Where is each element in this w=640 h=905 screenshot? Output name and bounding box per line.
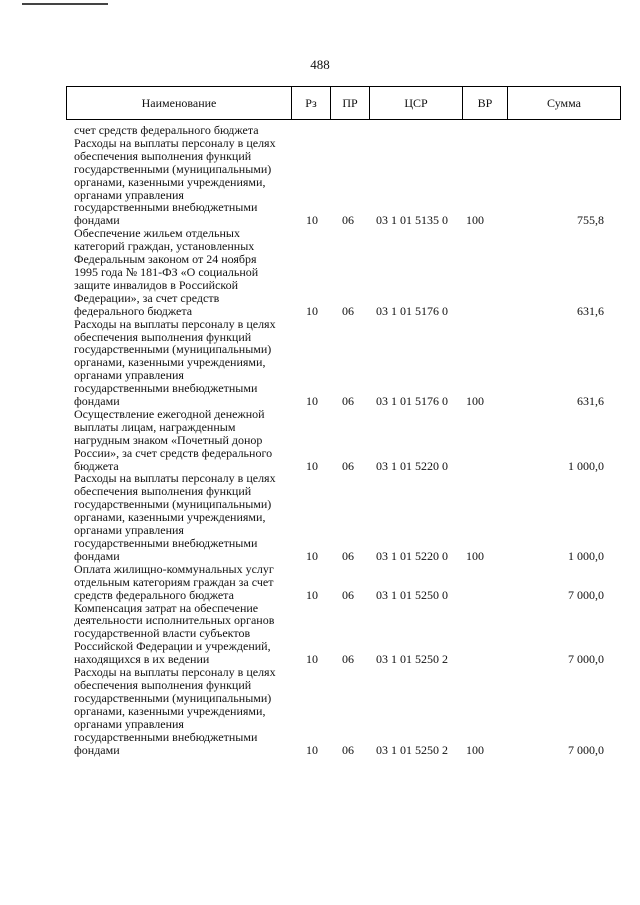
row-pr: 06 xyxy=(342,652,354,667)
row-rz: 10 xyxy=(306,587,318,602)
row-pr: 06 xyxy=(342,742,354,757)
row-name: счет средств федерального бюджета xyxy=(74,123,259,137)
table-row xyxy=(74,472,604,562)
row-pr: 06 xyxy=(342,394,354,409)
row-csr: 03 1 01 5250 2 xyxy=(376,742,448,757)
table-row xyxy=(74,137,604,227)
header-csr: ЦСР xyxy=(369,87,462,119)
top-rule xyxy=(22,3,108,5)
table-row xyxy=(74,318,604,408)
row-name: Расходы на выплаты персоналу в целях обеспечения выполнения функций государственными (муниципальными) органами, казенными учреждениями, органами управления государственными внебюджетными фондами xyxy=(74,135,276,228)
row-values xyxy=(74,743,604,756)
row-sum: 631,6 xyxy=(577,394,604,409)
row-csr: 03 1 01 5220 0 xyxy=(376,548,448,563)
row-values xyxy=(74,124,604,137)
row-pr: 06 xyxy=(342,458,354,473)
row-sum: 7 000,0 xyxy=(568,742,604,757)
row-sum: 7 000,0 xyxy=(568,587,604,602)
row-rz: 10 xyxy=(306,458,318,473)
table-header xyxy=(66,86,621,120)
row-csr: 03 1 01 5250 2 xyxy=(376,652,448,667)
row-name: Расходы на выплаты персоналу в целях обеспечения выполнения функций государственными (муниципальными) органами, казенными учреждениями, органами управления государственными внебюджетными фондами xyxy=(74,316,276,409)
row-values xyxy=(74,550,604,563)
row-name: Осуществление ежегодной денежной выплаты лицам, награжденным нагрудным знаком «Почетный донор России», за счет средств федерального бюджета xyxy=(74,406,273,473)
row-name: Оплата жилищно-коммунальных услуг отдельным категориям граждан за счет средств федерального бюджета xyxy=(74,561,274,602)
row-csr: 03 1 01 5135 0 xyxy=(376,213,448,228)
row-csr: 03 1 01 5220 0 xyxy=(376,458,448,473)
row-pr: 06 xyxy=(342,303,354,318)
row-sum: 755,8 xyxy=(577,213,604,228)
row-vr: 100 xyxy=(466,213,484,228)
row-sum: 631,6 xyxy=(577,303,604,318)
table-row xyxy=(74,227,604,317)
table-body xyxy=(74,124,604,756)
table-row xyxy=(74,563,604,602)
row-name: Расходы на выплаты персоналу в целях обеспечения выполнения функций государственными (муниципальными) органами, казенными учреждениями, органами управления государственными внебюджетными фондами xyxy=(74,665,276,757)
header-rz: Рз xyxy=(291,87,330,119)
row-values xyxy=(74,305,604,318)
header-vr: ВР xyxy=(462,87,507,119)
row-pr: 06 xyxy=(342,587,354,602)
row-values xyxy=(74,589,604,602)
header-name: Наименование xyxy=(141,95,217,110)
row-sum: 1 000,0 xyxy=(568,458,604,473)
row-values xyxy=(74,395,604,408)
row-rz: 10 xyxy=(306,548,318,563)
row-name: Расходы на выплаты персоналу в целях обеспечения выполнения функций государственными (муниципальными) органами, казенными учреждениями, органами управления государственными внебюджетными фондами xyxy=(74,471,276,563)
row-name: Компенсация затрат на обеспечение деятельности исполнительных органов государственной власти субъектов Российской Федерации и учреждений, находящихся в их ведении xyxy=(74,600,275,667)
row-csr: 03 1 01 5250 0 xyxy=(376,587,448,602)
row-rz: 10 xyxy=(306,742,318,757)
row-sum: 7 000,0 xyxy=(568,652,604,667)
row-vr: 100 xyxy=(466,742,484,757)
header-sum: Сумма xyxy=(507,87,620,119)
row-vr: 100 xyxy=(466,548,484,563)
page-number: 488 xyxy=(310,57,330,72)
table-row xyxy=(74,602,604,667)
row-pr: 06 xyxy=(342,213,354,228)
row-rz: 10 xyxy=(306,213,318,228)
row-vr: 100 xyxy=(466,394,484,409)
row-rz: 10 xyxy=(306,652,318,667)
table-row xyxy=(74,124,604,137)
header-pr: ПР xyxy=(330,87,369,119)
table-row xyxy=(74,408,604,473)
table-row xyxy=(74,666,604,756)
row-sum: 1 000,0 xyxy=(568,548,604,563)
row-rz: 10 xyxy=(306,394,318,409)
row-csr: 03 1 01 5176 0 xyxy=(376,394,448,409)
row-rz: 10 xyxy=(306,303,318,318)
row-pr: 06 xyxy=(342,548,354,563)
row-name: Обеспечение жильем отдельных категорий граждан, установленных Федеральным законом от 24 ноября 1995 года № 181-ФЗ «О социальной защите инвалидов в Российской Федерации», за счет средств федерального бюджета xyxy=(74,226,259,318)
row-csr: 03 1 01 5176 0 xyxy=(376,303,448,318)
